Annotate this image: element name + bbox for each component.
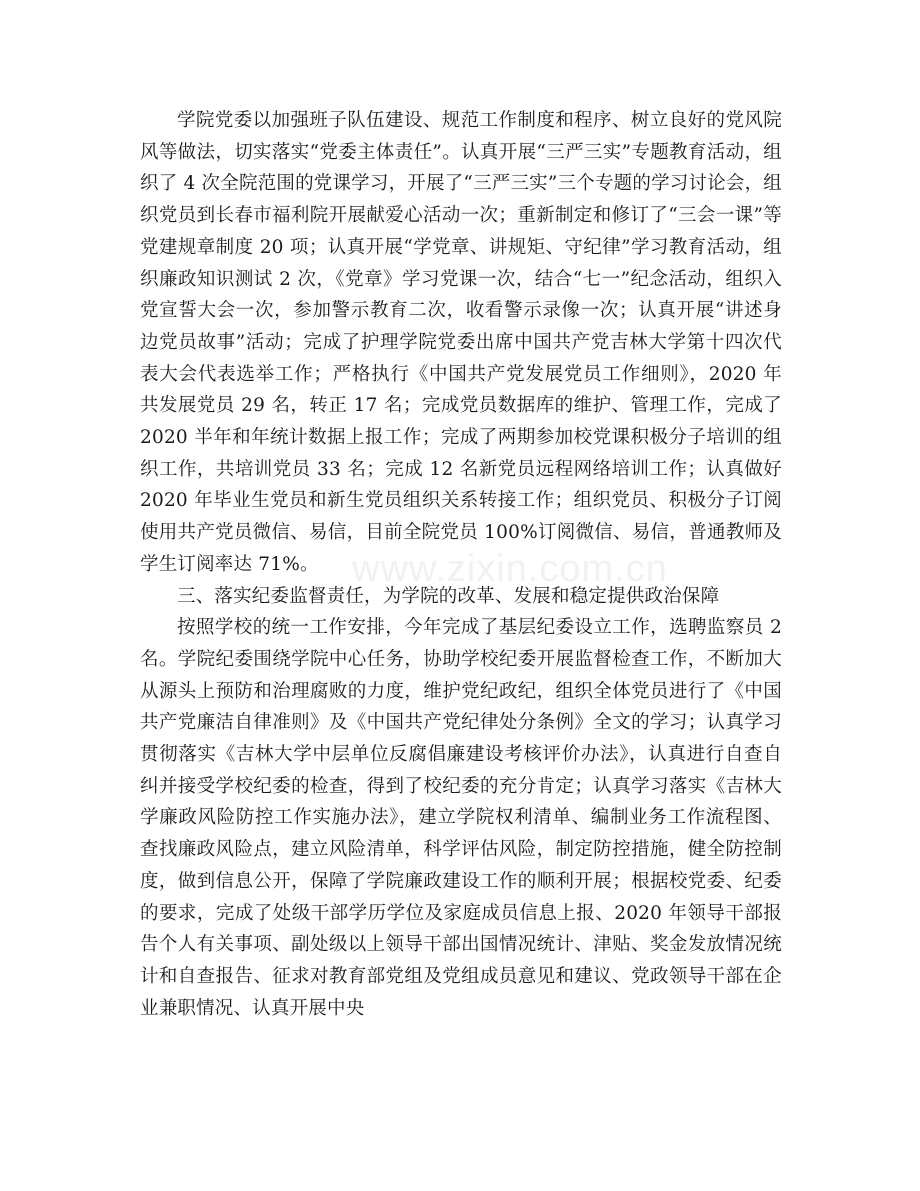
watermark: www.zixin.com.cn bbox=[352, 548, 668, 590]
document-body bbox=[140, 105, 782, 1024]
section-heading-discipline-supervision: 三、落实纪委监督责任，为学院的改革、发展和稳定提供政治保障 bbox=[177, 585, 720, 607]
paragraph-party-committee-work: 学院党委以加强班子队伍建设、规范工作制度和程序、树立良好的党风院风等做法，切实落实“党委主体责任”。认真开展“三严三实”专题教育活动，组织了 4 次全院范围的党课学习，开展了“三严三实”三个专题的学习讨论会，组织党员到长春市福利院开展献爱心活动一次；重新制定和修订了“三会一课”等党建规章制度 20 项；认真开展“学党章、讲规矩、守纪律”学习教育活动，组织廉政知识测试 2 次，《党章》学习党课一次，结合“七一”纪念活动，组织入党宣誓大会一次，参加警示教育二次，收看警示录像一次；认真开展“讲述身边党员故事”活动；完成了护理学院党委出席中国共产党吉林大学第十四次代表大会代表选举工作；严格执行《中国共产党发展党员工作细则》，2020 年共发展党员 29 名，转正 17 名；完成党员数据库的维护、管理工作，完成了 2020 半年和年统计数据上报工作；完成了两期参加校党课积极分子培训的组织工作，共培训党员 33 名；完成 12 名新党员远程网络培训工作；认真做好 2020 年毕业生党员和新生党员组织关系转接工作；组织党员、积极分子订阅使用共产党员微信、易信，目前全院党员 100%订阅微信、易信，普通教师及学生订阅率达 71%。 bbox=[140, 110, 782, 575]
paragraph-discipline-work: 按照学校的统一工作安排，今年完成了基层纪委设立工作，选聘监察员 2 名。学院纪委围绕学院中心任务，协助学校纪委开展监督检查工作，不断加大从源头上预防和治理腐败的力度，维护党纪政纪，组织全体党员进行了《中国共产党廉洁自律准则》及《中国共产党纪律处分条例》全文的学习；认真学习贯彻落实《吉林大学中层单位反腐倡廉建设考核评价办法》，认真进行自查自纠并接受学校纪委的检查，得到了校纪委的充分肯定；认真学习落实《吉林大学廉政风险防控工作实施办法》，建立学院权利清单、编制业务工作流程图、查找廉政风险点，建立风险清单，科学评估风险，制定防控措施，健全防控制度，做到信息公开，保障了学院廉政建设工作的顺利开展；根据校党委、纪委的要求，完成了处级干部学历学位及家庭成员信息上报、2020 年领导干部报告个人有关事项、副处级以上领导干部出国情况统计、津贴、奖金发放情况统计和自查报告、征求对教育部党组及党组成员意见和建议、党政领导干部在企业兼职情况、认真开展中央 bbox=[140, 617, 782, 1019]
